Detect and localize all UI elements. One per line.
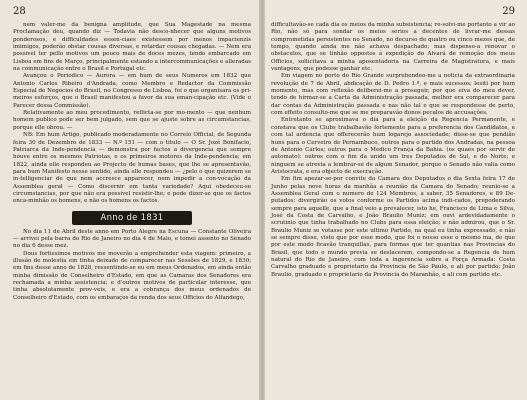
paragraph: nem valer-me da benigna amplitude, que Sua Magestade na mesma Proclamação deu, quando diz — Todavia não desco-nhecer que alguns motivos ponderosos, e difficuldades essen-ciaes existessem por menos impacienzis imimigos, poderão obstar cousas diversas, e retardar cousas chegadas. — Nem era possivel ter pello motivos um pouco mais de doces mezes, tendo embarcado em Lisboa em fins de Março, principalmente estando a intercommunicações e alleradas na communicação entre o Brasil e Portugal etc. — [13, 22, 251, 73]
paragraph: Entretanto se aproximava o dia para a eleição da Regencia Permanente, e constava que os Clubs trabalhavão fortemente para a preferencia dos Candidatos, e com tal ardencia que offerecerão hum logarejo associedade; disse-se que pendião huns para o Cerveiro de Pernambuco, outros para o partido dos Andradas, na pessoa de Antonio Carlos; outros para o Medico França da Bahia. (os quaes por servir de automato): outros com o fim da unido um tres Deputados de Sul, e do Norte; e ninguem se atrevia a lembrar-se de algum Senador, porque o Senado não valia como Aristocrata, e era objecto de execração. — [271, 117, 515, 175]
paragraph: Em fim apezar-se-por convite da Camara dos Deputados o dia Sexta feira 17 de Junho pelas nove horas da manhãa a reunião da Camara do Senado; reunio-se a Assemblea Geral com o numero de 124 Membros, a saber, 35 Senadores, e 89 De-putados; divergirão os votos conforme os Partidos acima indi-cados, prepoderando sempre para aquelle, que a final veio a prevalecer, isto he, Francisco de Lima e Silva, José da Costa de Carvalho, e João Braulio Muniz; em ouvi ardevidadamente o scrutinio que tinha trabalhado no Clubs para essa eleição; e não admirou, que o Sr. Braulio Muniz se votasse por este ultimo Partido, na qual eu tinha expressado, e não se sempre disse, visto que por esse modo, que foi o nosso esse o mesmo ma, de que por este modo ficavão tranquillas, para formas que ter quantias nas Provincias do Brasil, que todo o mundo previa se deslacerem, compondo-se a Regencia de hum natural do Rio de Janeiro, com toda a ingerencia sobre a Força Armada: Costa Carvalho graduado e proprietario da Provincia de São Paulo, e ali por partido; João Braulio, graduado e proprietario da Provincia do Maranhão, e ali com partido etc. — [271, 176, 515, 278]
right-page — [261, 0, 527, 400]
section-heading: Anno de 1831 — [72, 211, 192, 225]
book-gutter — [259, 0, 265, 400]
paragraph: Dous fortissimos motivos me moverão a emprehender esta viagem: primeiro, a illusão de molestia em tinha deixado de comparecer nas Sessões de 1829, e 1830; em fins desse anno de 1828, ressentindo-se eu em meus Ordenados, em ainda então minha dimissão de Conselheiro d'Estado, em que as Camaras dos Senadores era rechamada a minha assistencia; e d'outros motivos de particular interesse, que tinha absolutamente prov-veis, e era a cobrança dos meus ordenados de Conselheiro d'Estado, com os embaraços da renda dos seus Officios do Alfandego, — [13, 250, 251, 301]
paragraph: Relativamente ao meu procedimento, reflicta-se por mo-mento — que nenhum homem publico pode ser bem julgado, sem que se ajuste sobre as circumstancias, porque elle obrou. — — [13, 110, 251, 131]
page-number-right: 29 — [502, 6, 515, 17]
paragraph: difficultavão-se cada dia os meios da minha subsistencia; re-solvi-me portanto a vir ao Rio, não só para sondar os meios serios a decentes de livrar-me dessas comprometidas persistentes no Senado, no decurso de quatro ou cinco mezes que, de tempo, quando ainda me não achava despachado; mas dispenso-a renovar o obstaculos, que se tinhão oppostos á expedição do Alvará de remoção dos meus Officios, sollicitava a minha aposentadoria na Carreira de Magistratura, e mais vantagens, que podesse ganhar etc. — [271, 22, 515, 73]
paragraph: Em viagem no porto do Rio Grande surprehendeo-me a noticia da extraordinaria revolução de 7 de Abril, abdicação de D. Pedro 1.º, e mais sucessos; lesiti por hum momento, mas com reflexão deliberei-me a proseguir, por que eiva do meu dever, tendo de hirmar-se a Carta da Administração passada, melhor era comparecer para dar contas da Administração passada e nas não tal e que se respondesse de perto, com effeito consulto-me que se me preparavão donos pecalos de accusações. — [271, 73, 515, 117]
paragraph: NB: Em hum Artigo, publicado moderadamente no Correio Official, de Segunda feira 30 de Dezembro de 1833 — N.º 151 — com o titulo — O Sr. Jozé Bonifacio, Patriarca da Inde-pendencia — demonstra por factos a divergencia que sempre houve entre os mesmos Patriotas, e os primeiros motores da Inde-pendencia; em 1822, ainda elle respondeu ao Projecto de humas bases, que lhe se apresentavão, para hum Manifesto nesse sentido, ainda elle respondeu — ¿pelo o que quizerem se in-telligenciar de que nem accresce apparecer, nem impedir a con-vocação da Assemblea geral — Como discernir em tanta variedade? Aqui obedeceu-se circumstancias, por que não era possivel resistir-lhe; e pode dizer-se que os factos enca-minhão os homens, e não os homens os factos. — [13, 132, 251, 205]
paragraph: No dia 11 de Abril deste anno em Porto Alegre na Escuna — Constante Oliveira — arrivei pela barra do Rio de Janeiro no dia 4 de Maio, e tomei assento no Senado no dia 6 desse mez. — [13, 228, 251, 250]
page-number-left: 28 — [13, 6, 26, 17]
left-page — [0, 0, 261, 400]
paragraph: Avançou o Periodico — Aurora — em hum de seus Numeros em 1832 que Antonio Carlos Ribeiro d'Andrada, como Membro e Redactor da Commissão Especial de Negocios do Brasil, no Congresso de Lisboa, foi o que organisara os pri-meiros esforços, que o Brasil manifestou a favor da sua eman-cipação etc. (Vide o Parecer dessa Commissão). — [13, 73, 251, 109]
